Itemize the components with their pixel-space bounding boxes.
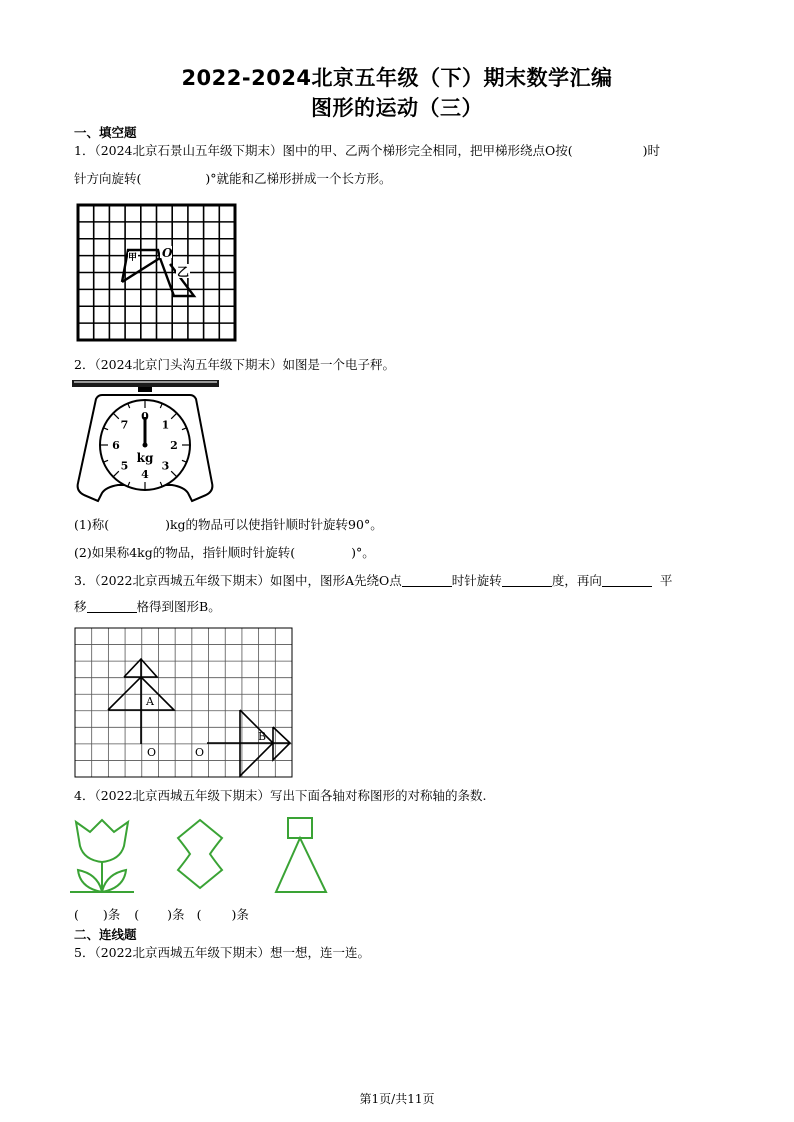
label-o-first: O: [147, 746, 157, 759]
label-o: O: [162, 246, 173, 260]
label-a: A: [146, 695, 154, 708]
question-3-line-2: [74, 598, 221, 616]
shape-b: [207, 710, 290, 776]
label-yi: 乙: [177, 265, 190, 279]
q2-sub1-text-b: )kg的物品可以使指针顺时针旋转90°。: [165, 517, 383, 532]
q3-text-e: 移: [74, 599, 87, 614]
q3-text-b: 时针旋转: [451, 573, 502, 588]
page-footer: 第1页/共11页: [359, 1092, 435, 1106]
section-heading-fill-blank: 一、填空题: [74, 125, 137, 140]
q1-text-c: 针方向旋转(: [74, 171, 142, 186]
q2-electronic-scale: [72, 377, 220, 507]
q4-paren-open-2: (: [134, 907, 140, 922]
q1-text-b: )时: [642, 143, 661, 158]
dial-number-6: 6: [112, 439, 120, 452]
question-1-line-1: [74, 142, 660, 160]
q2-sub2-text-a: (2)如果称4kg的物品，指针顺时针旋转(: [74, 545, 296, 560]
label-b: B: [258, 730, 267, 743]
shape-a: [108, 659, 174, 744]
q4-paren-close-1: )条: [102, 907, 121, 922]
q2-sub1-text-a: (1)称(: [74, 517, 110, 532]
question-5-stem: 5．（2022北京西城五年级下期末）想一想，连一连。: [74, 945, 371, 960]
dial-number-3: 3: [161, 459, 170, 473]
q3-blank-grid-count[interactable]: [87, 599, 137, 613]
question-4-stem: 4．（2022北京西城五年级下期末）写出下面各轴对称图形的对称轴的条数.: [74, 788, 487, 803]
section-heading-matching: 二、连线题: [74, 927, 137, 942]
dial-number-5: 5: [120, 459, 129, 473]
q4-paren-open-1: (: [74, 907, 79, 922]
question-1-line-2: [74, 170, 392, 188]
label-o-second: O: [195, 746, 205, 759]
question-2-part-1: [74, 516, 383, 534]
q4-paren-open-3: (: [196, 907, 202, 922]
q3-blank-direction[interactable]: [402, 573, 452, 587]
q3-text-c: 度，再向: [551, 573, 602, 588]
dial-number-0: 0: [141, 410, 149, 423]
dial-number-7: 7: [120, 418, 129, 432]
q3-blank-degrees[interactable]: [502, 573, 552, 587]
dial-number-2: 2: [170, 439, 178, 452]
q4-paren-close-3: )条: [231, 907, 249, 922]
leaf-shape-figure: [174, 818, 226, 890]
q3-text-d: 平: [659, 573, 673, 588]
page-subtitle: 图形的运动（三）: [311, 96, 483, 120]
question-2-part-2: [74, 544, 375, 562]
q3-text-a: 3．（2022北京西城五年级下期末）如图中，图形A先绕O点: [74, 573, 402, 588]
question-3-line-1: [74, 572, 672, 590]
square-on-triangle-figure: [272, 816, 330, 894]
tulip-figure: [70, 816, 134, 894]
q2-sub2-text-b: )°。: [351, 545, 375, 560]
page-title: 2022-2024北京五年级（下）期末数学汇编: [181, 66, 613, 90]
q3-blank-translate-direction[interactable]: [602, 573, 652, 587]
q1-grid-figure: [78, 204, 238, 342]
q3-text-f: 格得到图形B。: [136, 599, 221, 614]
question-4-answer-row: [74, 906, 249, 924]
q4-paren-close-2: )条: [167, 907, 185, 922]
dial-number-4: 4: [141, 468, 149, 481]
dial-number-1: 1: [161, 418, 170, 432]
scale-unit-label: kg: [136, 451, 154, 465]
question-2-stem: 2．（2024北京门头沟五年级下期末）如图是一个电子秤。: [74, 357, 396, 372]
label-jia: 甲: [128, 253, 138, 263]
q1-text-a: 1．（2024北京石景山五年级下期末）图中的甲、乙两个梯形完全相同，把甲梯形绕点O按(: [74, 143, 573, 158]
q1-text-d: )°就能和乙梯形拼成一个长方形。: [205, 171, 392, 186]
q3-grid-figure: [75, 628, 293, 778]
